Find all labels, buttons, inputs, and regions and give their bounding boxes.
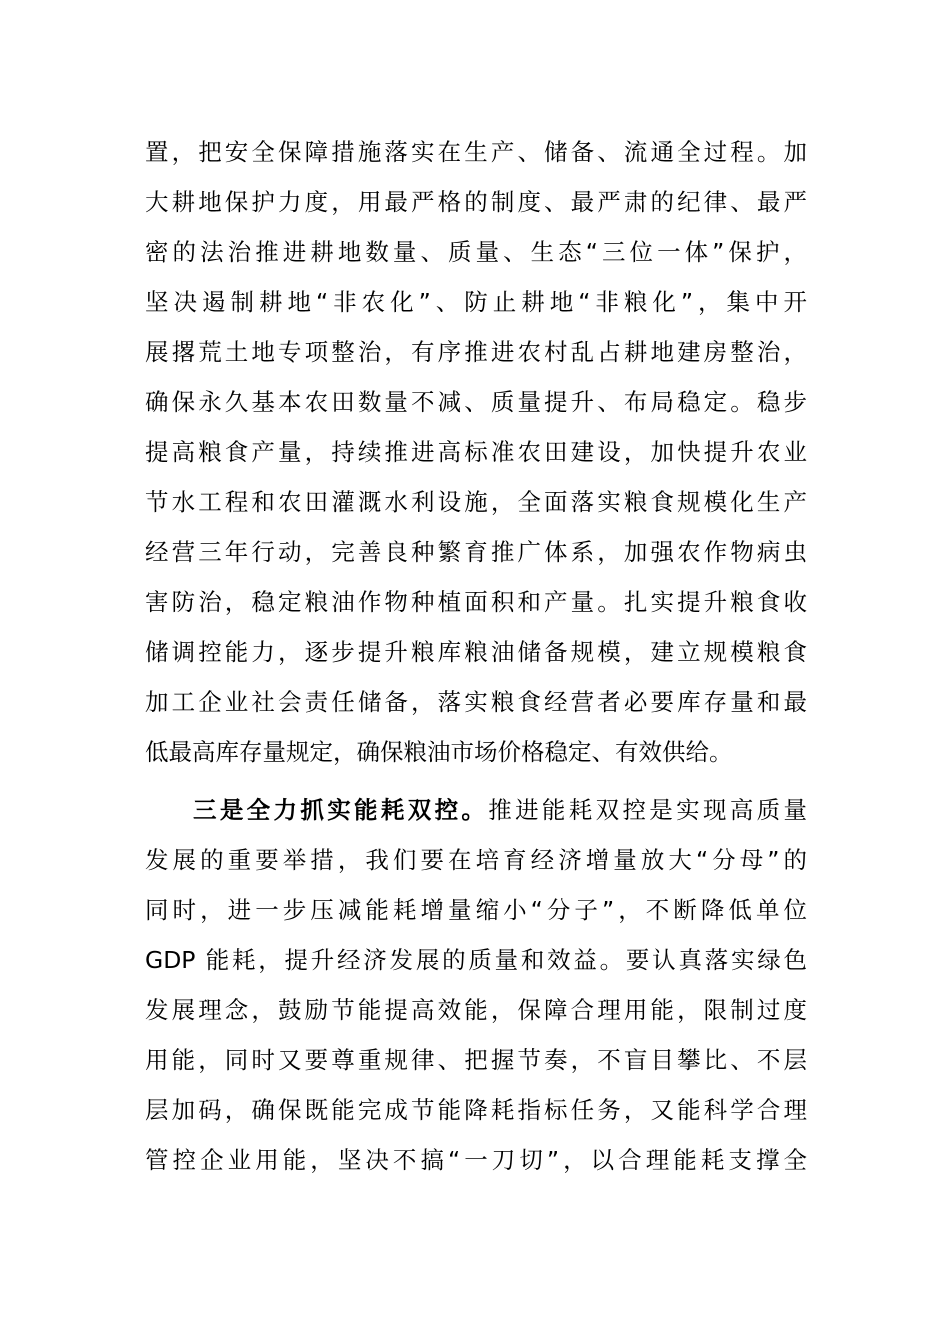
text-line: 密的法治推进耕地数量、质量、生态“三位一体”保护，: [145, 238, 807, 266]
text-line: 展撂荒土地专项整治，有序推进农村乱占耕地建房整治，: [145, 338, 807, 366]
text-line: 置，把安全保障措施落实在生产、储备、流通全过程。加: [145, 138, 807, 166]
section-heading: 三是全力抓实能耗双控。: [193, 796, 489, 824]
text-span: 推进能耗双控是实现高质量: [488, 796, 807, 824]
text-line: GDP 能耗，提升经济发展的质量和效益。要认真落实绿色: [145, 946, 807, 974]
text-line: 提高粮食产量，持续推进高标准农田建设，加快提升农业: [145, 438, 807, 466]
text-line: 低最高库存量规定，确保粮油市场价格稳定、有效供给。: [145, 738, 733, 766]
text-line: 害防治，稳定粮油作物种植面积和产量。扎实提升粮食收: [145, 588, 807, 616]
text-line: 大耕地保护力度，用最严格的制度、最严肃的纪律、最严: [145, 188, 807, 216]
text-line: 确保永久基本农田数量不减、质量提升、布局稳定。稳步: [145, 388, 807, 416]
text-line: 发展的重要举措，我们要在培育经济增量放大“分母”的: [145, 846, 807, 874]
paragraph-energy-control: [145, 785, 807, 1185]
text-line: 储调控能力，逐步提升粮库粮油储备规模，建立规模粮食: [145, 638, 807, 666]
text-line: 层加码，确保既能完成节能降耗指标任务，又能科学合理: [145, 1096, 807, 1124]
text-line: 坚决遏制耕地“非农化”、防止耕地“非粮化”，集中开: [145, 288, 807, 316]
paragraph-first-line: [145, 785, 807, 835]
text-line: 节水工程和农田灌溉水利设施，全面落实粮食规模化生产: [145, 488, 807, 516]
paragraph-food-security: [145, 127, 807, 777]
text-line: 加工企业社会责任储备，落实粮食经营者必要库存量和最: [145, 688, 807, 716]
text-line: 经营三年行动，完善良种繁育推广体系，加强农作物病虫: [145, 538, 807, 566]
text-line: 同时，进一步压减能耗增量缩小“分子”，不断降低单位: [145, 896, 807, 924]
text-line: 发展理念，鼓励节能提高效能，保障合理用能，限制过度: [145, 996, 807, 1024]
text-line: 用能，同时又要尊重规律、把握节奏，不盲目攀比、不层: [145, 1046, 807, 1074]
text-line: 管控企业用能，坚决不搞“一刀切”，以合理能耗支撑全: [145, 1146, 807, 1174]
